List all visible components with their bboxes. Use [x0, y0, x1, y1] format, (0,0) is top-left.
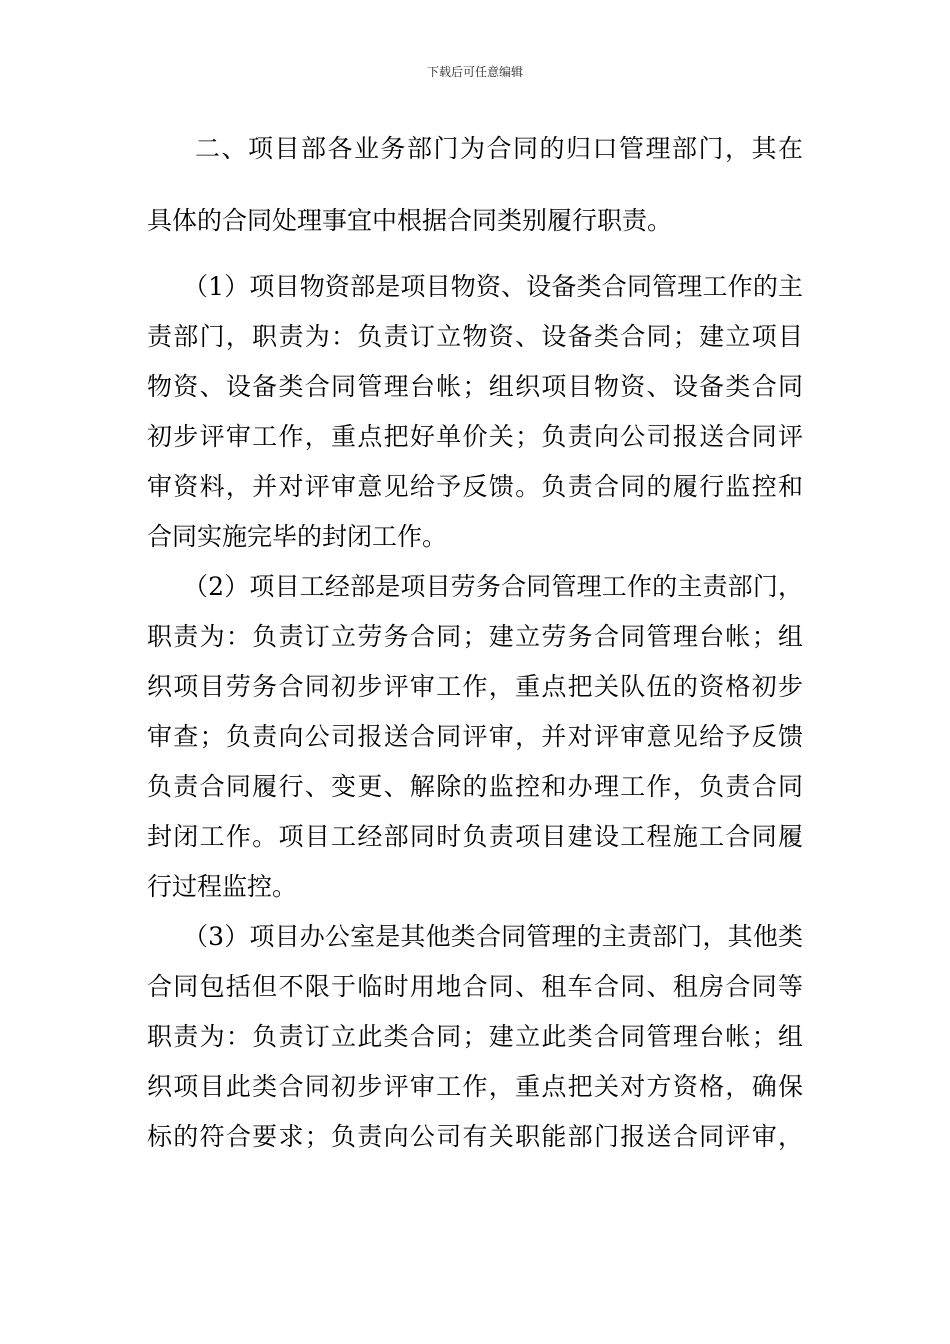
body-line: （3）项目办公室是其他类合同管理的主责部门，其他类: [183, 922, 803, 951]
body-line: 物资、设备类合同管理台帐；组织项目物资、设备类合同: [147, 372, 803, 401]
body-line: 标的符合要求；负责向公司有关职能部门报送合同评审，: [147, 1122, 803, 1151]
page-header-note: 下载后可任意编辑: [426, 65, 523, 79]
body-line: 具体的合同处理事宜中根据合同类别履行职责。: [147, 206, 673, 235]
body-line: 职责为：负责订立此类合同；建立此类合同管理台帐；组: [147, 1022, 803, 1051]
body-line: 负责合同履行、变更、解除的监控和办理工作，负责合同: [147, 772, 803, 801]
body-line: 行过程监控。: [147, 872, 298, 901]
body-line: （2）项目工经部是项目劳务合同管理工作的主责部门，: [183, 572, 803, 601]
body-line: （1）项目物资部是项目物资、设备类合同管理工作的主: [183, 272, 803, 301]
body-line: 合同实施完毕的封闭工作。: [147, 522, 448, 551]
body-line: 织项目此类合同初步评审工作，重点把关对方资格，确保: [147, 1072, 803, 1101]
body-line: 职责为：负责订立劳务合同；建立劳务合同管理台帐；组: [147, 622, 803, 651]
body-line: 审资料，并对评审意见给予反馈。负责合同的履行监控和: [147, 472, 803, 501]
body-line: 封闭工作。项目工经部同时负责项目建设工程施工合同履: [147, 822, 803, 851]
body-line: 初步评审工作，重点把好单价关；负责向公司报送合同评: [147, 422, 803, 451]
body-line: 织项目劳务合同初步评审工作，重点把关队伍的资格初步: [147, 672, 803, 701]
body-line: 二、项目部各业务部门为合同的归口管理部门，其在: [195, 134, 803, 163]
body-line: 责部门，职责为：负责订立物资、设备类合同；建立项目: [147, 322, 803, 351]
body-line: 合同包括但不限于临时用地合同、租车合同、租房合同等: [147, 972, 803, 1001]
body-line: 审查；负责向公司报送合同评审，并对评审意见给予反馈: [147, 722, 803, 751]
